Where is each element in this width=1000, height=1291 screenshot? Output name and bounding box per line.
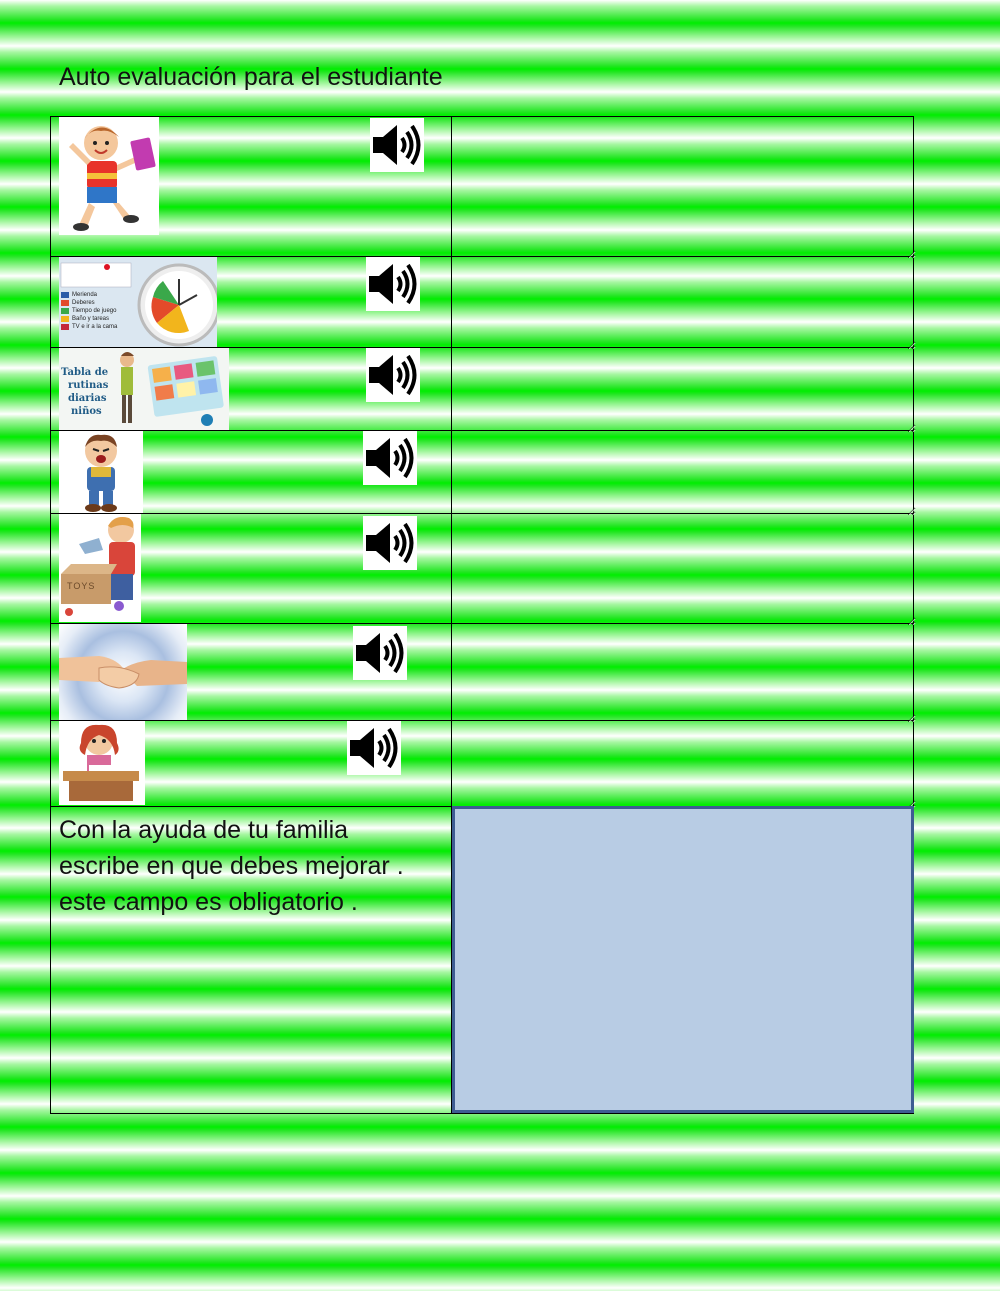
self-evaluation-table: [50, 116, 914, 1114]
clock-schedule-image: [59, 257, 217, 347]
speaker-icon[interactable]: [363, 516, 417, 570]
answer-field-4[interactable]: [452, 431, 916, 516]
schedule-item-label: Merienda: [72, 292, 98, 298]
crying-boy-image: [59, 431, 143, 513]
schedule-item-label: TV e ir a la cama: [72, 324, 118, 330]
speaker-icon[interactable]: [366, 257, 420, 311]
toys-box-label: TOYS: [67, 581, 96, 591]
page-title: Auto evaluación para el estudiante: [59, 63, 443, 91]
schedule-item-label: Deberes: [72, 300, 95, 306]
answer-field-3[interactable]: [452, 348, 916, 433]
answer-field-2[interactable]: [452, 257, 916, 350]
routines-title-line: Tabla de: [61, 367, 109, 378]
speaker-icon[interactable]: [353, 626, 407, 680]
schedule-item-label: Tiempo de juego: [72, 308, 117, 314]
speaker-icon[interactable]: [347, 721, 401, 775]
schedule-item-label: Baño y tareas: [72, 316, 110, 322]
prompt-line: este campo es obligatorio .: [59, 888, 358, 916]
answer-field-5[interactable]: [452, 514, 916, 626]
daily-routines-image: [59, 348, 229, 430]
boy-with-book-image: [59, 117, 159, 235]
girl-writing-image: [59, 721, 145, 805]
routines-title-line: rutinas: [68, 380, 109, 391]
routines-title-line: diarias: [68, 393, 107, 404]
improvement-answer-box[interactable]: [452, 806, 914, 1113]
improvement-prompt: [59, 812, 444, 920]
speaker-icon[interactable]: [363, 431, 417, 485]
answer-field-7[interactable]: [452, 721, 916, 809]
speaker-icon[interactable]: [370, 118, 424, 172]
speaker-icon[interactable]: [366, 348, 420, 402]
answer-field-1[interactable]: [452, 117, 916, 259]
answer-field-6[interactable]: [452, 624, 916, 723]
handshake-image: [59, 624, 187, 720]
routines-title-line: niños: [71, 406, 102, 417]
prompt-line: escribe en que debes mejorar .: [59, 852, 404, 880]
prompt-line: Con la ayuda de tu familia: [59, 816, 349, 844]
boy-tidying-toys-image: [59, 514, 141, 622]
